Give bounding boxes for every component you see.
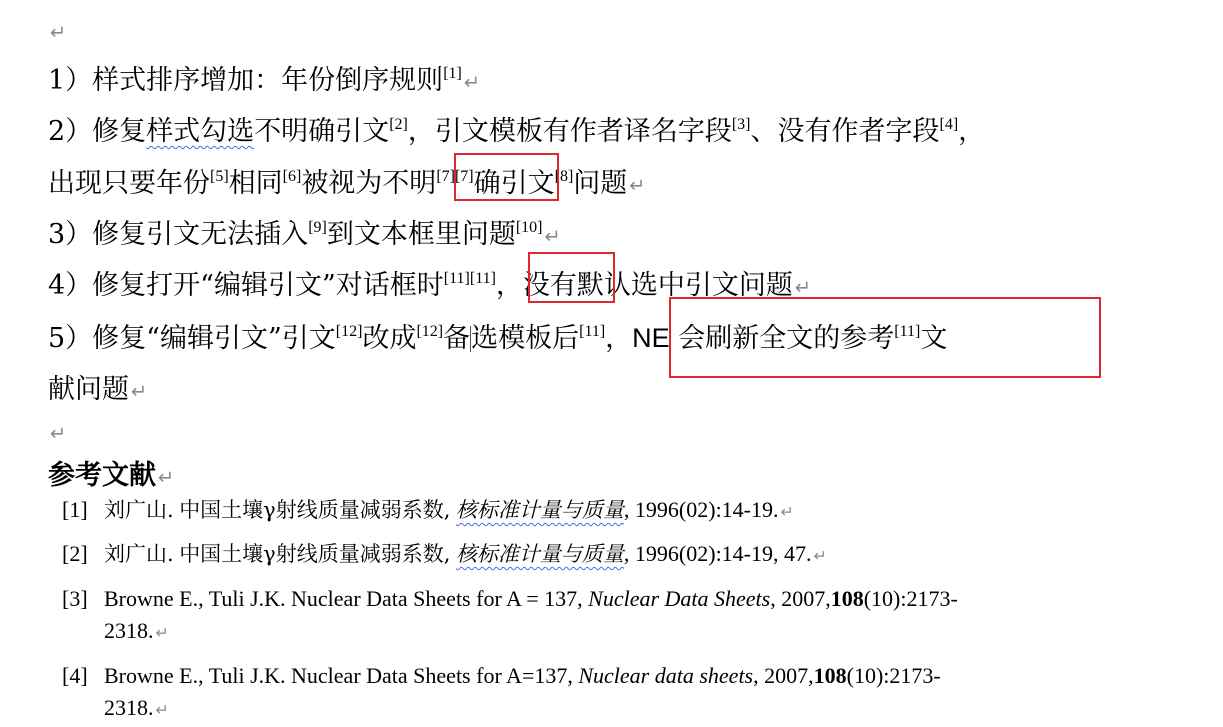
line-5-text-a: 5）修复“编辑引文”引文 (48, 323, 336, 354)
line-1-text: 1）样式排序增加：年份倒序规则 (48, 65, 444, 96)
citation-11c[interactable]: [11] (579, 323, 606, 340)
paragraph-mark: ↵ (544, 225, 561, 248)
line-4-text-b: ，没有默认选中引文问题 (495, 270, 793, 301)
citation-10[interactable]: [10] (515, 219, 543, 236)
citation-12b[interactable]: [12] (416, 323, 444, 340)
line-5-text-b: 改成 (362, 323, 417, 354)
line-2-text-d: ，引文模板有作者译名字段 (407, 116, 732, 147)
citation-8[interactable]: [8] (554, 168, 574, 185)
reference-number: [2] (62, 541, 88, 566)
ne-label: NE (632, 323, 670, 353)
empty-paragraph-mark: ↵ (50, 21, 67, 44)
line-2b-text-b: 相同 (228, 168, 283, 199)
line-4-text-a: 4）修复打开“编辑引文”对话框时 (48, 270, 444, 301)
line-2b-text-a: 出现只要年份 (48, 168, 210, 199)
paragraph-mark: ↵ (131, 380, 148, 403)
citation-1[interactable]: [1] (443, 65, 462, 82)
line-5-text-e: 会刷新全文的参考 (669, 323, 895, 354)
citation-11a[interactable]: [11] (443, 270, 470, 287)
journal-title: Nuclear data sheets (578, 663, 754, 688)
reference-number: [4] (62, 663, 88, 688)
journal-title: Nuclear Data Sheets (588, 586, 771, 611)
highlight-box-3 (669, 297, 1101, 378)
body-line-3 (48, 220, 561, 252)
citation-7b[interactable]: [7] (454, 168, 474, 185)
line-5-text-f: 文 (920, 323, 948, 354)
body-line-1 (48, 66, 480, 98)
citation-2[interactable]: [2] (389, 116, 408, 133)
body-line-2 (48, 117, 985, 147)
line-5-text-d: ， (605, 323, 633, 354)
citation-11d[interactable]: [11] (894, 323, 921, 340)
line-2-text-f: ， (958, 116, 986, 147)
line-2-text-a: 2）修复 (48, 116, 147, 147)
line-2b-text-d: 确引文 (473, 168, 555, 199)
reference-number: [3] (62, 586, 88, 611)
line-3-text-b: 到文本框里问题 (326, 219, 516, 250)
journal-title: 核标准计量与质量 (455, 542, 624, 566)
citation-7a[interactable]: [7] (436, 168, 455, 185)
line-5b-text: 献问题 (48, 374, 129, 405)
paragraph-mark: ↵ (463, 71, 481, 94)
citation-3[interactable]: [3] (731, 116, 751, 133)
line-2b-text-e: 问题 (573, 168, 628, 199)
citation-5[interactable]: [5] (210, 168, 229, 185)
reference-number: [1] (62, 497, 88, 522)
journal-title: 核标准计量与质量 (455, 498, 624, 522)
highlight-box-2 (528, 252, 615, 303)
body-line-5b (48, 375, 147, 407)
paragraph-mark: ↵ (629, 174, 646, 197)
empty-paragraph-mark-2: ↵ (50, 422, 67, 445)
line-5-text-c: 备 (443, 323, 471, 354)
highlight-box-1 (454, 153, 559, 201)
line-2b-text-c: 被视为不明 (301, 168, 437, 199)
citation-4[interactable]: [4] (939, 116, 959, 133)
line-2-text-e: 、没有作者字段 (750, 116, 940, 147)
citation-12a[interactable]: [12] (335, 323, 363, 340)
citation-11b[interactable]: [11] (469, 270, 496, 287)
citation-6[interactable]: [6] (282, 168, 302, 185)
spellcheck-underlined-text: 样式勾选 (146, 116, 255, 147)
references-heading: 参考文献 ↵ (48, 460, 175, 491)
line-2-text-c: 不明确引文 (254, 116, 390, 147)
paragraph-mark: ↵ (794, 276, 812, 299)
line-3-text-a: 3）修复引文无法插入 (48, 219, 309, 250)
line-5-text-c2: 选模板后 (471, 323, 580, 354)
citation-9[interactable]: [9] (308, 219, 327, 236)
